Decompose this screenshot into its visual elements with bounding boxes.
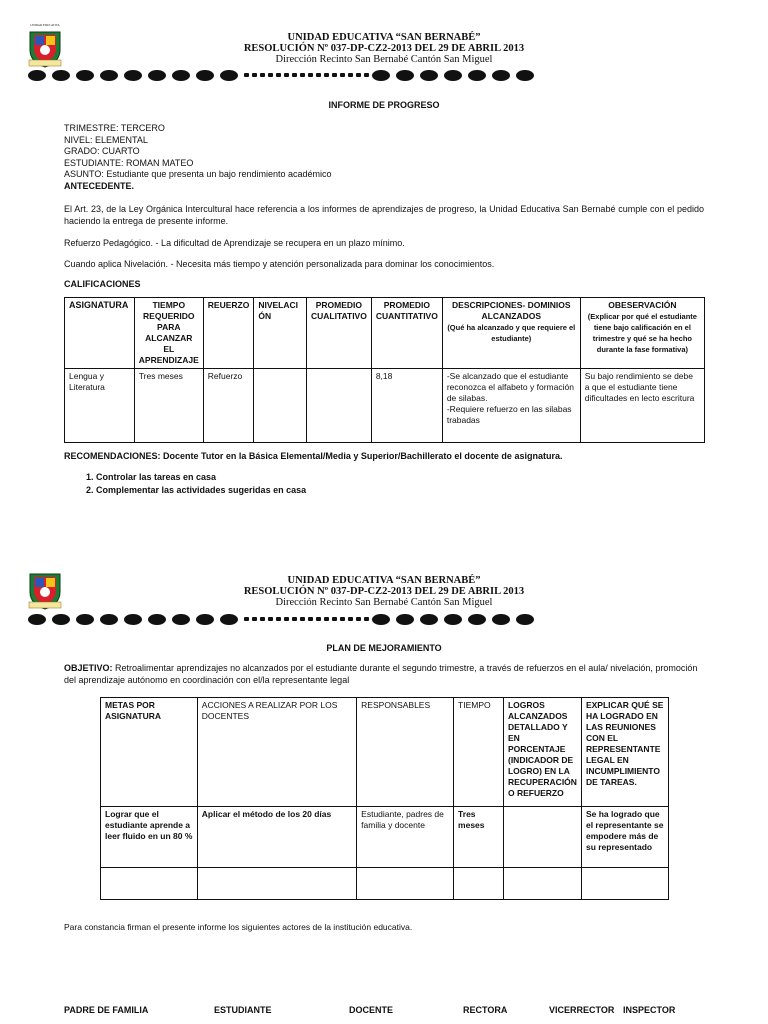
col-cualitativo: PROMEDIO CUALITATIVO (306, 298, 371, 369)
paragraph-art23: El Art. 23, de la Ley Orgánica Intercultural hace referencia a los informes de aprendizajes de progreso, la Unidad Educativa San Bernabé cumple con el pedido haciendo la entrega de presente informe. (64, 204, 704, 226)
objetivo-text: Retroalimentar aprendizajes no alcanzados por el estudiante durante el segundo trimestre, a través de refuerzos en el aula/ nivelación, promoción del aprendizaje autónomo en coordinación con el/la representante legal (64, 663, 698, 685)
cell-cualitativo (306, 369, 371, 443)
paragraph-refuerzo: Refuerzo Pedagógico. - La dificultad de Aprendizaje se recupera en un plazo mínimo. (64, 238, 405, 248)
col-refuerzo: REUERZO (203, 298, 254, 369)
recommendation-list (64, 471, 306, 497)
cell-accion: Aplicar el método de los 20 días (197, 807, 356, 868)
resolution: RESOLUCIÓN Nº 037-DP-CZ2-2013 DEL 29 DE ABRIL 2013 (243, 43, 525, 54)
objetivo-label: OBJETIVO: (64, 663, 113, 673)
table-header-row (65, 298, 705, 369)
report-title: INFORME DE PROGRESO (328, 100, 440, 110)
cell-tiempo: Tres meses (134, 369, 203, 443)
col-tiempo: TIEMPO REQUERIDO PARA ALCANZAR EL APRENDIZAJE (134, 298, 203, 369)
header-divider (28, 68, 550, 82)
plan-title: PLAN DE MEJORAMIENTO (326, 643, 442, 653)
col-descripciones-title: DESCRIPCIONES- DOMINIOS ALCANZADOS (452, 300, 571, 321)
resolution-2: RESOLUCIÓN Nº 037-DP-CZ2-2013 DEL 29 DE ABRIL 2013 (243, 586, 525, 597)
plan-table (100, 697, 669, 900)
school-name-2: UNIDAD EDUCATIVA “SAN BERNABÉ” (287, 575, 481, 586)
header-divider-2 (28, 612, 550, 626)
signature-docente: DOCENTE (349, 1005, 394, 1015)
col-asignatura: ASIGNATURA (65, 298, 135, 369)
list-item: 1. Controlar las tareas en casa (96, 471, 306, 484)
col-observacion-title: OBESERVACIÓN (608, 300, 677, 310)
constancia: Para constancia firman el presente informe los siguientes actores de la institución educativa. (64, 922, 413, 932)
estudiante: ESTUDIANTE: ROMAN MATEO (64, 157, 194, 168)
col-logros: LOGROS ALCANZADOS DETALLADO Y EN PORCENTAJE (INDICADOR DE LOGRO) EN LA RECUPERACIÓN O REFUERZO (503, 698, 581, 807)
cell-asignatura: Lengua y Literatura (65, 369, 135, 443)
col-acciones: ACCIONES A REALIZAR POR LOS DOCENTES (197, 698, 356, 807)
table-row-empty (101, 868, 669, 900)
antecedente: ANTECEDENTE. (64, 180, 135, 191)
cell-descripcion: -Se alcanzado que el estudiante reconozca el alfabeto y formación de silabas. -Requiere refuerzo en las silabas trabadas (442, 369, 580, 443)
col-cuantitativo: PROMEDIO CUANTITATIVO (371, 298, 442, 369)
cell-cuantitativo: 8,18 (371, 369, 442, 443)
col-descripciones (442, 298, 580, 369)
cell-meta: Lograr que el estudiante aprende a leer fluido en un 80 % (101, 807, 198, 868)
cell-logros (503, 807, 581, 868)
grades-table (64, 297, 705, 443)
signature-rectora: RECTORA (463, 1005, 508, 1015)
signature-padre: PADRE DE FAMILIA (64, 1005, 149, 1015)
cell-observacion: Su bajo rendimiento se debe a que el estudiante tiene dificultades en lecto escritura (580, 369, 704, 443)
calificaciones-label: CALIFICACIONES (64, 279, 141, 289)
col-observacion (580, 298, 704, 369)
col-nivelacion: NIVELACIÓN (254, 298, 307, 369)
paragraph-nivelacion: Cuando aplica Nivelación. - Necesita más tiempo y atención personalizada para dominar los conocimientos. (64, 259, 495, 269)
table-row (101, 807, 669, 868)
trimestre: TRIMESTRE: TERCERO (64, 123, 165, 133)
signature-estudiante: ESTUDIANTE (214, 1005, 272, 1015)
col-responsables: RESPONSABLES (357, 698, 454, 807)
recomendaciones: RECOMENDACIONES: Docente Tutor en la Básica Elemental/Media y Superior/Bachillerato el docente de asignatura. (64, 451, 563, 461)
cell-explicar: Se ha logrado que el representante se empodere más de su representado (581, 807, 668, 868)
logo-top-text: UNIDAD EDUCATIVA (30, 23, 60, 27)
student-info (64, 123, 704, 192)
nivel: NIVEL: ELEMENTAL (64, 134, 148, 145)
table-row (65, 369, 705, 443)
objetivo (64, 663, 704, 686)
list-item: 2. Complementar las actividades sugeridas en casa (96, 484, 306, 497)
page-header (0, 32, 768, 66)
address: Dirección Recinto San Bernabé Cantón San Miguel (275, 54, 493, 65)
col-tiempo-plan: TIEMPO (454, 698, 504, 807)
col-observacion-sub: (Explicar por qué el estudiante tiene bajo calificación en el trimestre y qué se ha hecho durante la fase formativa) (587, 312, 697, 354)
col-descripciones-sub: (Qué ha alcanzado y que requiere el estudiante) (447, 323, 576, 343)
grado: GRADO: CUARTO (64, 146, 140, 156)
address-2: Dirección Recinto San Bernabé Cantón San Miguel (275, 597, 493, 608)
page-header-2 (0, 575, 768, 609)
cell-refuerzo: Refuerzo (203, 369, 254, 443)
col-explicar: EXPLICAR QUÉ SE HA LOGRADO EN LAS REUNIONES CON EL REPRESENTANTE LEGAL EN INCUMPLIMIENTO DE TAREAS. (581, 698, 668, 807)
school-name: UNIDAD EDUCATIVA “SAN BERNABÉ” (287, 32, 481, 43)
cell-tiempo-plan: Tres meses (454, 807, 504, 868)
plan-header-row (101, 698, 669, 807)
signature-inspector: INSPECTOR (623, 1005, 676, 1015)
cell-nivelacion (254, 369, 307, 443)
col-metas: METAS POR ASIGNATURA (101, 698, 198, 807)
cell-responsables: Estudiante, padres de familia y docente (357, 807, 454, 868)
signature-vicerrector: VICERRECTOR (549, 1005, 615, 1015)
asunto: ASUNTO: Estudiante que presenta un bajo rendimiento académico (64, 169, 332, 179)
